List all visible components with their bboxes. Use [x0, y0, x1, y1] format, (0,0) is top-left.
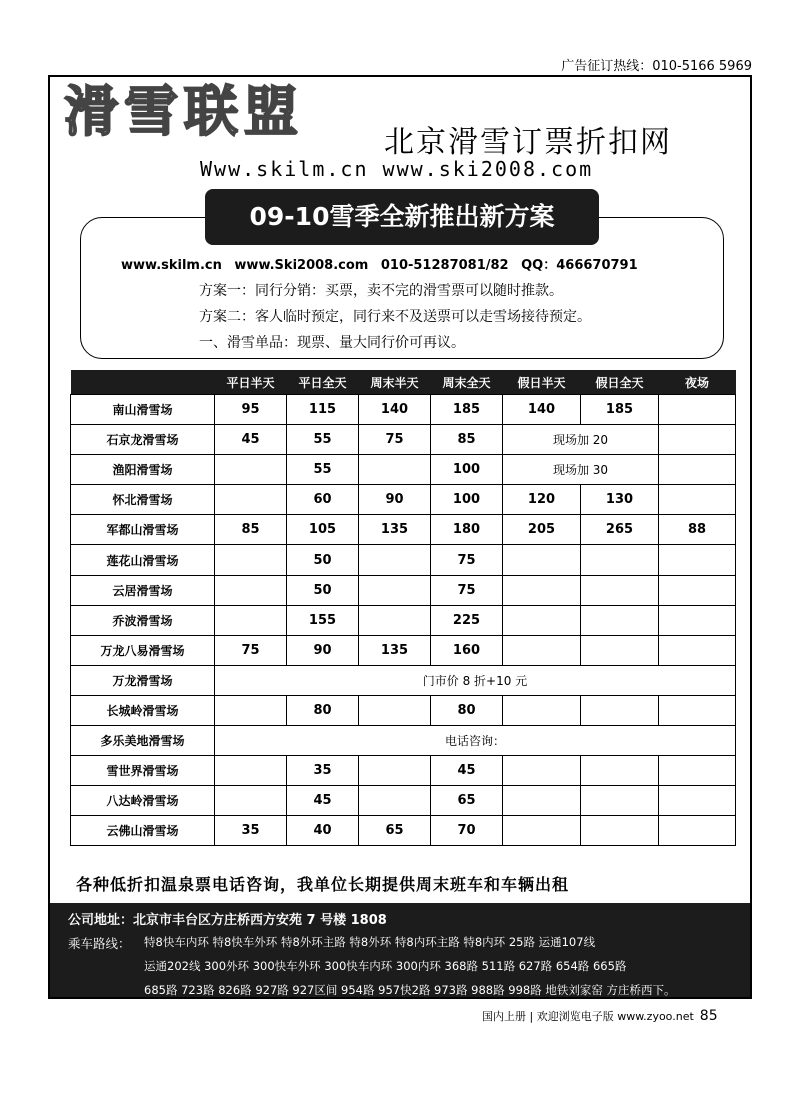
price-cell: 40: [287, 816, 359, 846]
logo: 滑雪联盟: [64, 80, 304, 143]
routes-line: 685路 723路 826路 927路 927区间 954路 957快2路 973路 988路 998路 地铁刘家窑 方庄桥西下。: [144, 983, 676, 997]
routes-label: 乘车路线：: [68, 936, 131, 951]
price-cell: 140: [359, 395, 431, 425]
price-cell: 80: [431, 695, 503, 725]
resort-name: 莲花山滑雪场: [71, 545, 215, 575]
bottom-bar-text[interactable]: 国内上册 | 欢迎浏览电子版 www.zyoo.net: [482, 1010, 694, 1023]
price-cell: 95: [215, 395, 287, 425]
header-corner: [71, 370, 215, 395]
contact-qq-label: QQ：: [521, 258, 557, 273]
resort-name: 长城岭滑雪场: [71, 695, 215, 725]
price-cell: 50: [287, 545, 359, 575]
price-cell: 35: [287, 756, 359, 786]
ad-hotline: 广告征订热线：010-5166 5969: [561, 59, 752, 74]
price-cell: 75: [431, 545, 503, 575]
price-cell: [659, 695, 736, 725]
resort-name: 万龙八易滑雪场: [71, 635, 215, 665]
price-cell: 55: [287, 425, 359, 455]
price-cell: 75: [215, 635, 287, 665]
contact-line: [121, 254, 638, 273]
price-cell: [581, 786, 659, 816]
price-cell: [215, 786, 287, 816]
price-cell: [215, 695, 287, 725]
price-cell: [359, 455, 431, 485]
price-cell: 155: [287, 605, 359, 635]
price-cell: 140: [503, 395, 581, 425]
price-cell: [503, 635, 581, 665]
contact-qq: 466670791: [556, 258, 638, 273]
price-cell: [215, 485, 287, 515]
page-frame: [48, 75, 752, 999]
resort-name: 八达岭滑雪场: [71, 786, 215, 816]
price-cell: [503, 575, 581, 605]
price-cell: [659, 575, 736, 605]
price-cell: 45: [287, 786, 359, 816]
price-cell: 135: [359, 635, 431, 665]
price-cell: [215, 756, 287, 786]
price-cell: 70: [431, 816, 503, 846]
price-cell: [503, 695, 581, 725]
price-cell: [215, 455, 287, 485]
price-cell: [581, 695, 659, 725]
footer: [50, 903, 750, 999]
price-cell: [581, 605, 659, 635]
resort-name: 渔阳滑雪场: [71, 455, 215, 485]
routes-line: 特8快车内环 特8快车外环 特8外环主路 特8外环 特8内环主路 特8内环 25路 运通107线: [144, 935, 596, 949]
resort-name: 云佛山滑雪场: [71, 816, 215, 846]
price-cell: 265: [581, 515, 659, 545]
price-cell: 65: [359, 816, 431, 846]
price-cell: [581, 635, 659, 665]
price-cell: 50: [287, 575, 359, 605]
price-cell: [359, 575, 431, 605]
price-cell: [659, 485, 736, 515]
price-cell: [503, 605, 581, 635]
table-row: [71, 635, 736, 665]
price-cell: [659, 816, 736, 846]
price-cell: [581, 575, 659, 605]
price-cell: [215, 545, 287, 575]
price-cell: [359, 545, 431, 575]
price-cell: [581, 816, 659, 846]
table-row: [71, 695, 736, 725]
price-cell: [503, 786, 581, 816]
routes-line: 运通202线 300外环 300快车外环 300快车内环 300内环 368路 511路 627路 654路 665路: [144, 959, 627, 973]
price-note: 门市价 8 折+10 元: [215, 665, 736, 695]
table-row: [71, 395, 736, 425]
price-cell: [215, 605, 287, 635]
price-cell: [581, 545, 659, 575]
price-cell: 55: [287, 455, 359, 485]
company-address: 公司地址：北京市丰台区方庄桥西方安苑 7 号楼 1808: [68, 913, 387, 928]
table-row: [71, 605, 736, 635]
header-weekday-full: 平日全天: [287, 370, 359, 395]
price-note: 现场加 20: [503, 425, 659, 455]
resort-name: 万龙滑雪场: [71, 665, 215, 695]
header-holiday-full: 假日全天: [581, 370, 659, 395]
resort-name: 云居滑雪场: [71, 575, 215, 605]
table-row: [71, 756, 736, 786]
price-cell: 88: [659, 515, 736, 545]
header-weekend-half: 周末半天: [359, 370, 431, 395]
resort-name: 南山滑雪场: [71, 395, 215, 425]
price-cell: [659, 605, 736, 635]
price-cell: 90: [287, 635, 359, 665]
contact-phone: 010-51287081/82: [380, 258, 509, 273]
resort-name: 军都山滑雪场: [71, 515, 215, 545]
price-cell: [659, 395, 736, 425]
price-note: 现场加 30: [503, 455, 659, 485]
price-cell: 185: [431, 395, 503, 425]
price-cell: [503, 756, 581, 786]
price-cell: [659, 635, 736, 665]
plan-item-2: 方案二：客人临时预定，同行来不及送票可以走雪场接待预定。: [199, 309, 591, 325]
price-cell: [503, 545, 581, 575]
table-row: [71, 455, 736, 485]
price-cell: 65: [431, 786, 503, 816]
resort-name: 多乐美地滑雪场: [71, 726, 215, 756]
table-row: [71, 665, 736, 695]
price-cell: 45: [431, 756, 503, 786]
price-cell: 85: [215, 515, 287, 545]
price-cell: 205: [503, 515, 581, 545]
price-cell: [359, 695, 431, 725]
price-cell: 35: [215, 816, 287, 846]
slogan: 各种低折扣温泉票电话咨询，我单位长期提供周末班车和车辆出租: [76, 875, 570, 894]
table-row: [71, 575, 736, 605]
price-cell: [659, 455, 736, 485]
table-row: [71, 816, 736, 846]
price-cell: 80: [287, 695, 359, 725]
site-urls: Www.skilm.cn www.ski2008.com: [200, 157, 594, 181]
price-cell: 75: [431, 575, 503, 605]
table-row: [71, 485, 736, 515]
table-header-row: [71, 370, 736, 395]
price-table: [70, 370, 736, 846]
price-cell: [503, 816, 581, 846]
price-cell: 185: [581, 395, 659, 425]
bottom-bar: [482, 1008, 718, 1024]
page-number: 85: [699, 1008, 718, 1024]
resort-name: 怀北滑雪场: [71, 485, 215, 515]
contact-site2[interactable]: www.Ski2008.com: [234, 258, 369, 273]
price-cell: 160: [431, 635, 503, 665]
price-cell: 100: [431, 455, 503, 485]
header-holiday-half: 假日半天: [503, 370, 581, 395]
price-cell: 105: [287, 515, 359, 545]
price-cell: [215, 575, 287, 605]
price-cell: 225: [431, 605, 503, 635]
price-cell: [359, 756, 431, 786]
resort-name: 石京龙滑雪场: [71, 425, 215, 455]
site-title: 北京滑雪订票折扣网: [384, 125, 672, 160]
price-cell: [659, 425, 736, 455]
price-cell: 60: [287, 485, 359, 515]
price-cell: [359, 605, 431, 635]
price-cell: 85: [431, 425, 503, 455]
price-cell: 120: [503, 485, 581, 515]
table-row: [71, 545, 736, 575]
price-cell: [581, 756, 659, 786]
contact-site1[interactable]: www.skilm.cn: [121, 258, 222, 273]
plan-item-1: 方案一：同行分销：买票，卖不完的滑雪票可以随时推款。: [199, 283, 563, 299]
price-cell: [659, 756, 736, 786]
price-cell: 115: [287, 395, 359, 425]
table-row: [71, 786, 736, 816]
header-weekend-full: 周末全天: [431, 370, 503, 395]
table-row: [71, 425, 736, 455]
price-note: 电话咨询：: [215, 726, 736, 756]
price-cell: 130: [581, 485, 659, 515]
header-weekday-half: 平日半天: [215, 370, 287, 395]
table-row: [71, 726, 736, 756]
resort-name: 乔波滑雪场: [71, 605, 215, 635]
price-cell: 180: [431, 515, 503, 545]
price-cell: 100: [431, 485, 503, 515]
price-cell: [359, 786, 431, 816]
price-cell: 45: [215, 425, 287, 455]
price-cell: [659, 786, 736, 816]
price-cell: 135: [359, 515, 431, 545]
header-night: 夜场: [659, 370, 736, 395]
price-cell: 90: [359, 485, 431, 515]
resort-name: 雪世界滑雪场: [71, 756, 215, 786]
table-row: [71, 515, 736, 545]
price-cell: [659, 545, 736, 575]
price-cell: 75: [359, 425, 431, 455]
plan-item-3: 一、滑雪单品：现票、量大同行价可再议。: [199, 335, 465, 351]
season-banner: 09-10雪季全新推出新方案: [205, 189, 599, 245]
